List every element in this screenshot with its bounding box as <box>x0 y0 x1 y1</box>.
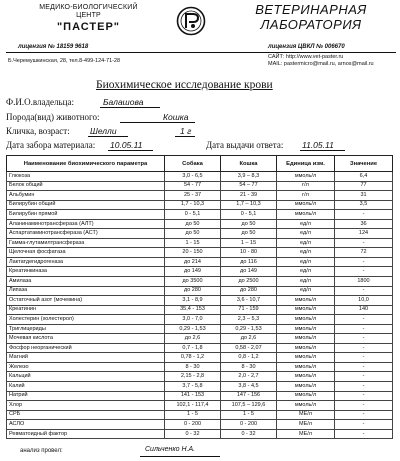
table-row <box>7 210 393 220</box>
cell-parameter: Калий <box>7 382 165 392</box>
table-row <box>7 181 393 191</box>
table-row <box>7 429 393 439</box>
cell-dog-norm: 8 - 30 <box>165 362 221 372</box>
species-value: Кошка <box>163 112 189 122</box>
species-label: Порода(вид) животного: <box>6 112 100 122</box>
cell-dog-norm: 141 - 153 <box>165 391 221 401</box>
cell-dog-norm: 2,15 - 2,8 <box>165 372 221 382</box>
cell-parameter: АСЛО <box>7 420 165 430</box>
site-link[interactable]: САЙТ: http://www.vet-paster.ru <box>268 54 344 60</box>
owner-label: Ф.И.О.владельца: <box>6 97 74 107</box>
cell-parameter: Креатинкиназа <box>7 267 165 277</box>
cell-dog-norm: 25 - 37 <box>165 191 221 201</box>
org-name: "ПАСТЕР" <box>56 21 121 33</box>
signature: Сильченко Н.А. <box>145 446 196 453</box>
cell-dog-norm: 102,1 - 117,4 <box>165 401 221 411</box>
table-row <box>7 286 393 296</box>
cell-dog-norm: 3,0 - 7,0 <box>165 315 221 325</box>
cell-parameter: Глюкоза <box>7 172 165 182</box>
cell-dog-norm: 0,7 - 1,8 <box>165 343 221 353</box>
cell-dog-norm: 35,4 - 153 <box>165 305 221 315</box>
cell-parameter: Креатинин <box>7 305 165 315</box>
cell-unit: МЕ/л <box>277 420 335 430</box>
cell-unit: ед/л <box>277 248 335 258</box>
cell-cat-norm: 1,7 – 10,3 <box>221 200 277 210</box>
cell-unit: г/л <box>277 181 335 191</box>
cell-cat-norm: 54 – 77 <box>221 181 277 191</box>
mail-link[interactable]: MAIL: pastermicro@mail.ru, arnos@mail.ru <box>268 61 374 67</box>
address: Б.Черемушкинская, 28, тел.8-499-124-71-28 <box>8 58 121 64</box>
cell-unit: МЕ/л <box>277 429 335 439</box>
cell-parameter: Железо <box>7 362 165 372</box>
cell-cat-norm: 3,9 – 8,3 <box>221 172 277 182</box>
date-delivery-value: 10.05.11 <box>110 140 143 150</box>
table-row <box>7 391 393 401</box>
table-row <box>7 229 393 239</box>
cell-parameter: Фосфор неорганический <box>7 343 165 353</box>
table-row <box>7 267 393 277</box>
cell-dog-norm: 1 - 5 <box>165 410 221 420</box>
cell-dog-norm: 3,1 - 8,9 <box>165 296 221 306</box>
table-row <box>7 248 393 258</box>
owner-underline <box>100 107 160 108</box>
cell-dog-norm: 0,29 - 1,53 <box>165 324 221 334</box>
cell-cat-norm: до 116 <box>221 257 277 267</box>
cell-cat-norm: 0 - 32 <box>221 429 277 439</box>
cell-parameter: Остаточный азот (мочевина) <box>7 296 165 306</box>
results-table <box>6 155 393 439</box>
cell-unit: ммоль/л <box>277 200 335 210</box>
table-row <box>7 200 393 210</box>
cell-value: - <box>335 238 393 248</box>
table-row <box>7 315 393 325</box>
org-header <box>6 4 171 33</box>
table-row <box>7 410 393 420</box>
cell-unit: ммоль/л <box>277 382 335 392</box>
contacts <box>268 54 374 68</box>
cell-unit: г/л <box>277 191 335 201</box>
cell-value: 140 <box>335 305 393 315</box>
cell-value: - <box>335 382 393 392</box>
col-header-value: Значение <box>335 156 393 172</box>
table-row <box>7 353 393 363</box>
cell-parameter: Альбумин <box>7 191 165 201</box>
table-row <box>7 334 393 344</box>
cell-unit: ммоль/л <box>277 172 335 182</box>
cell-cat-norm: 0,29 - 1,53 <box>221 324 277 334</box>
table-body <box>7 172 393 439</box>
date-delivery-label: Дата забора материала: <box>6 140 96 150</box>
cell-value: 72 <box>335 248 393 258</box>
nickname-label: Кличка, возраст: <box>6 126 70 136</box>
cell-value: 124 <box>335 229 393 239</box>
cell-cat-norm: 147 - 156 <box>221 391 277 401</box>
license-right: лицензия ЦВКЛ № 006670 <box>268 44 345 50</box>
table-row <box>7 219 393 229</box>
cell-parameter: Белок общий <box>7 181 165 191</box>
cell-value: - <box>335 315 393 325</box>
cell-parameter: СРБ <box>7 410 165 420</box>
cell-dog-norm: до 50 <box>165 229 221 239</box>
nickname-underline <box>88 136 128 137</box>
cell-dog-norm: до 149 <box>165 267 221 277</box>
cell-value: - <box>335 429 393 439</box>
cell-value: - <box>335 286 393 296</box>
cell-parameter: Билирубин прямой <box>7 210 165 220</box>
table-row <box>7 372 393 382</box>
col-header-unit: Единица изм. <box>277 156 335 172</box>
cell-unit: ед/л <box>277 267 335 277</box>
cell-value: - <box>335 372 393 382</box>
cell-parameter: Билирубин общий <box>7 200 165 210</box>
cell-cat-norm: 0 - 200 <box>221 420 277 430</box>
license-left: лицензия № 18159 9618 <box>18 44 89 50</box>
date-delivery-underline <box>108 150 153 151</box>
org-line-1: МЕДИКО-БИОЛОГИЧЕСКИЙ <box>39 4 138 11</box>
cell-dog-norm: 3,0 - 6,5 <box>165 172 221 182</box>
header-divider <box>6 52 396 53</box>
cell-dog-norm: 3,7 - 5,8 <box>165 382 221 392</box>
cell-unit: ммоль/л <box>277 315 335 325</box>
cell-unit: ед/л <box>277 277 335 287</box>
cell-value: - <box>335 334 393 344</box>
cell-dog-norm: до 280 <box>165 286 221 296</box>
cell-value: 31 <box>335 191 393 201</box>
cell-value: 3,5 <box>335 200 393 210</box>
cell-cat-norm: до 50 <box>221 219 277 229</box>
date-result-label: Дата выдачи ответа: <box>206 140 284 150</box>
cell-unit: ммоль/л <box>277 210 335 220</box>
cell-dog-norm: 0 - 200 <box>165 420 221 430</box>
cell-unit: ед/л <box>277 229 335 239</box>
cell-unit: ммоль/л <box>277 324 335 334</box>
signature-underline <box>140 456 220 457</box>
cell-cat-norm: 3,8 - 4,5 <box>221 382 277 392</box>
cell-value: - <box>335 420 393 430</box>
cell-dog-norm: 20 - 150 <box>165 248 221 258</box>
cell-unit: ммоль/л <box>277 391 335 401</box>
date-result-underline <box>300 150 345 151</box>
table-row <box>7 296 393 306</box>
cell-unit: ед/л <box>277 286 335 296</box>
cell-dog-norm: 0 - 32 <box>165 429 221 439</box>
cell-value: 6,4 <box>335 172 393 182</box>
table-row <box>7 238 393 248</box>
cell-unit: ед/л <box>277 238 335 248</box>
cell-dog-norm: 1,7 - 10,3 <box>165 200 221 210</box>
cell-unit: ед/л <box>277 257 335 267</box>
lab-header <box>226 2 396 32</box>
cell-cat-norm: до 280 <box>221 286 277 296</box>
report-title: Биохимическое исследование крови <box>96 79 273 91</box>
cell-parameter: Кальций <box>7 372 165 382</box>
col-header-cat: Кошка <box>221 156 277 172</box>
cell-value: - <box>335 391 393 401</box>
col-header-dog: Собака <box>165 156 221 172</box>
cell-parameter: Амилаза <box>7 277 165 287</box>
analysis-label: анализ провел: <box>20 448 63 454</box>
cell-dog-norm: 0,78 - 1,2 <box>165 353 221 363</box>
table-row <box>7 191 393 201</box>
cell-value: - <box>335 267 393 277</box>
cell-cat-norm: 0,8 - 1,2 <box>221 353 277 363</box>
col-header-parameter: Наименование биохимического параметра <box>7 156 165 172</box>
cell-cat-norm: 1 – 15 <box>221 238 277 248</box>
org-line-2: ЦЕНТР <box>76 12 101 19</box>
cell-value: 77 <box>335 181 393 191</box>
cell-cat-norm: 8 - 30 <box>221 362 277 372</box>
cell-cat-norm: 3,6 - 10,7 <box>221 296 277 306</box>
owner-value: Балашова <box>103 97 144 107</box>
cell-parameter: Хлор <box>7 401 165 411</box>
cell-parameter: Натрий <box>7 391 165 401</box>
cell-parameter: Мочевая кислота <box>7 334 165 344</box>
table-row <box>7 382 393 392</box>
cell-value: - <box>335 362 393 372</box>
cell-dog-norm: 0 - 5,1 <box>165 210 221 220</box>
table-row <box>7 343 393 353</box>
cell-parameter: Ревматоидный фактор <box>7 429 165 439</box>
cell-dog-norm: до 214 <box>165 257 221 267</box>
cell-cat-norm: до 2,6 <box>221 334 277 344</box>
cell-parameter: Триглицериды <box>7 324 165 334</box>
cell-dog-norm: до 50 <box>165 219 221 229</box>
cell-value: 1800 <box>335 277 393 287</box>
cell-value: - <box>335 210 393 220</box>
cell-cat-norm: 1 - 5 <box>221 410 277 420</box>
cell-dog-norm: 1 - 15 <box>165 238 221 248</box>
cell-parameter: Щелочная фосфатаза <box>7 248 165 258</box>
age-value: 1 г <box>180 126 192 136</box>
lab-line-1: ВЕТЕРИНАРНАЯ <box>255 2 367 17</box>
age-underline <box>175 136 195 137</box>
table-row <box>7 401 393 411</box>
cell-value: 10,0 <box>335 296 393 306</box>
cell-unit: ммоль/л <box>277 305 335 315</box>
table-row <box>7 277 393 287</box>
cell-cat-norm: 0 - 5,1 <box>221 210 277 220</box>
cell-parameter: Лактатдегидрогеназа <box>7 257 165 267</box>
table-header-row <box>7 156 393 172</box>
cell-cat-norm: до 149 <box>221 267 277 277</box>
cell-unit: ед/л <box>277 219 335 229</box>
cell-dog-norm: до 2,6 <box>165 334 221 344</box>
cell-value: 36 <box>335 219 393 229</box>
cell-unit: ммоль/л <box>277 353 335 363</box>
cell-dog-norm: 54 - 77 <box>165 181 221 191</box>
paster-logo-icon <box>176 6 206 36</box>
cell-unit: ммоль/л <box>277 372 335 382</box>
table-row <box>7 305 393 315</box>
nickname-value: Шелли <box>90 126 117 136</box>
cell-value: - <box>335 410 393 420</box>
lab-line-2: ЛАБОРАТОРИЯ <box>260 17 362 32</box>
cell-unit: ммоль/л <box>277 296 335 306</box>
cell-unit: МЕ/л <box>277 410 335 420</box>
cell-cat-norm: до 50 <box>221 229 277 239</box>
cell-cat-norm: 2,0 - 2,7 <box>221 372 277 382</box>
cell-value: - <box>335 353 393 363</box>
cell-cat-norm: 0,58 - 2,07 <box>221 343 277 353</box>
table-row <box>7 257 393 267</box>
cell-unit: ммоль/л <box>277 362 335 372</box>
cell-parameter: Холестерин (холестерол) <box>7 315 165 325</box>
cell-value: - <box>335 343 393 353</box>
cell-cat-norm: 10 - 80 <box>221 248 277 258</box>
cell-dog-norm: до 3500 <box>165 277 221 287</box>
cell-parameter: Магний <box>7 353 165 363</box>
date-result-value: 11.05.11 <box>302 140 334 150</box>
cell-cat-norm: до 2500 <box>221 277 277 287</box>
cell-value: - <box>335 324 393 334</box>
cell-parameter: Липаза <box>7 286 165 296</box>
cell-parameter: Аспартатаминотрансфераза (АСТ) <box>7 229 165 239</box>
cell-value: - <box>335 401 393 411</box>
species-underline <box>120 122 195 123</box>
cell-cat-norm: 2,3 – 5,3 <box>221 315 277 325</box>
cell-cat-norm: 107,5 – 129,6 <box>221 401 277 411</box>
cell-parameter: Гамма-глутамилтрансфераза <box>7 238 165 248</box>
cell-value: - <box>335 257 393 267</box>
cell-unit: ммоль/л <box>277 334 335 344</box>
table-row <box>7 362 393 372</box>
cell-cat-norm: 21 - 39 <box>221 191 277 201</box>
cell-cat-norm: 71 - 159 <box>221 305 277 315</box>
table-row <box>7 324 393 334</box>
cell-parameter: Аланинаминотрансфераза (АЛТ) <box>7 219 165 229</box>
table-row <box>7 420 393 430</box>
table-row <box>7 172 393 182</box>
cell-unit: ммоль/л <box>277 343 335 353</box>
cell-unit: ммоль/л <box>277 401 335 411</box>
